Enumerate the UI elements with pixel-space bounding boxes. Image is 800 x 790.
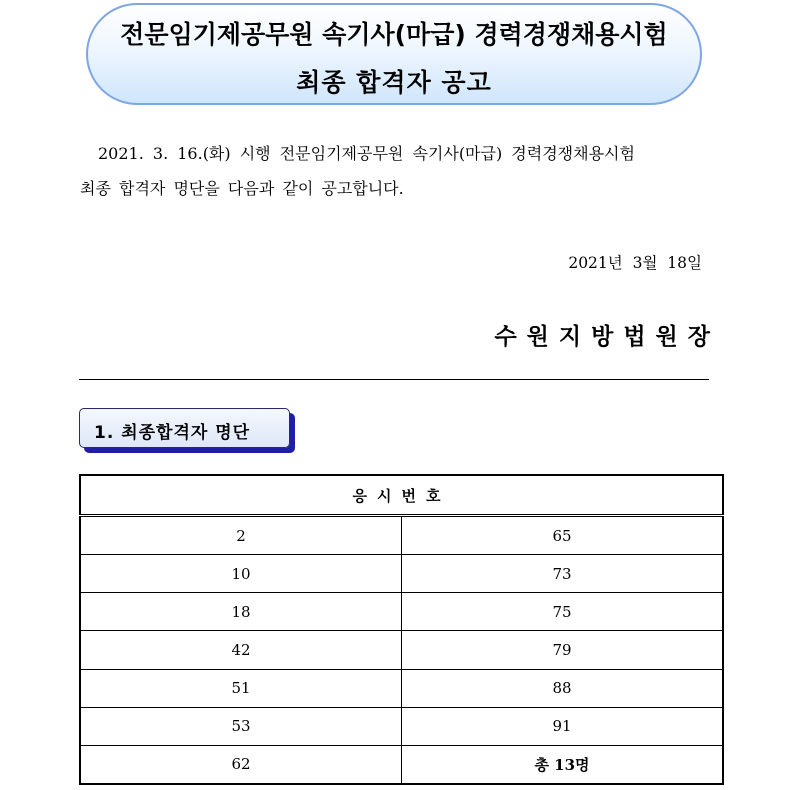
table-cell: 2 (80, 516, 402, 555)
title-line-1: 전문임기제공무원 속기사(마급) 경력경쟁채용시험 (120, 20, 668, 49)
title-banner (86, 3, 702, 105)
table-cell: 75 (402, 593, 724, 631)
section-heading (79, 408, 290, 448)
table-header-row (80, 475, 723, 516)
title-line-2: 최종 합격자 공고 (296, 68, 492, 97)
table-cell: 42 (80, 631, 402, 669)
notice-text-line-2: 최종 합격자 명단을 다음과 같이 공고합니다. (80, 179, 404, 198)
section-heading-label: 1. 최종합격자 명단 (94, 423, 251, 443)
issuer-name: 수원지방법원장 (494, 323, 720, 350)
table-cell: 10 (80, 555, 402, 593)
table-row (80, 669, 723, 707)
table-cell: 79 (402, 631, 724, 669)
announcement-date: 2021년 3월 18일 (568, 254, 702, 272)
table-row (80, 516, 723, 555)
table-row (80, 555, 723, 593)
table-row (80, 707, 723, 745)
table-cell: 91 (402, 707, 724, 745)
table-cell: 88 (402, 669, 724, 707)
table-cell: 62 (80, 745, 402, 784)
table-cell: 51 (80, 669, 402, 707)
divider-line (79, 379, 709, 380)
notice-text-line-1: 2021. 3. 16.(화) 시행 전문임기제공무원 속기사(마급) 경력경쟁채용시험 (98, 144, 635, 163)
table-row (80, 631, 723, 669)
table-cell: 73 (402, 555, 724, 593)
passed-applicants-table (79, 474, 724, 785)
table-cell: 65 (402, 516, 724, 555)
table-cell: 18 (80, 593, 402, 631)
table-row (80, 593, 723, 631)
table-cell-total-count: 총 13명 (402, 745, 724, 784)
table-row (80, 745, 723, 784)
table-header-exam-number: 응시번호 (80, 475, 723, 516)
table-cell: 53 (80, 707, 402, 745)
